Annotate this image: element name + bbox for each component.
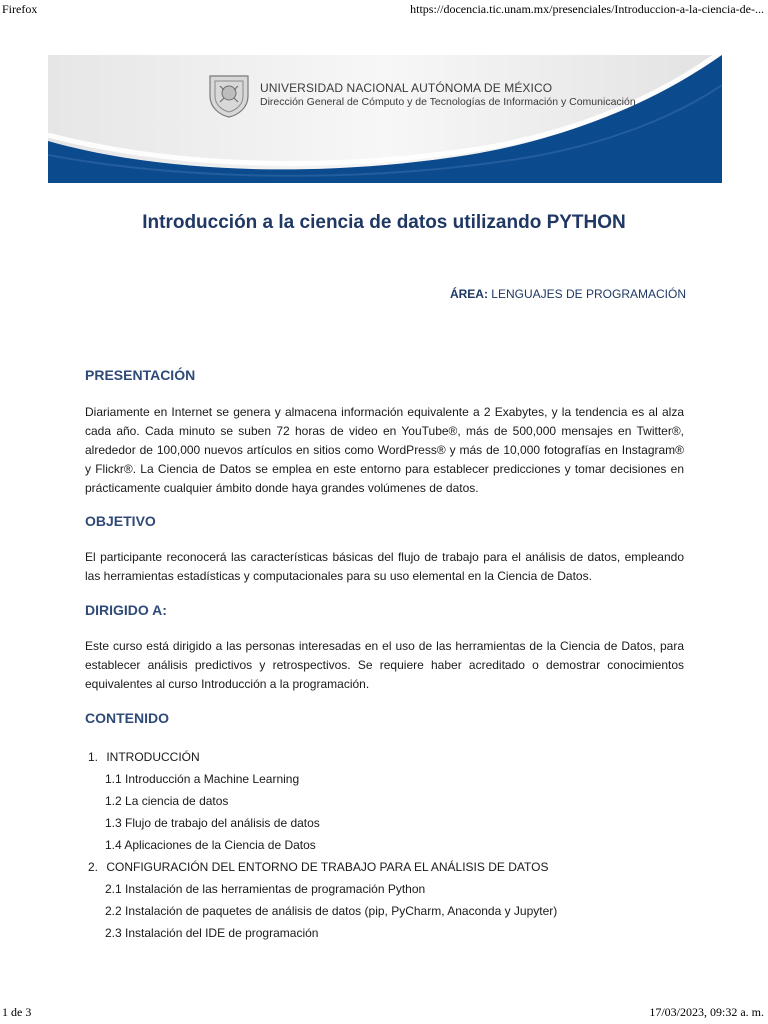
item-label: CONFIGURACIÓN DEL ENTORNO DE TRABAJO PARA EL ANÁLISIS DE DATOS bbox=[106, 860, 549, 874]
print-footer bbox=[0, 1006, 768, 1024]
page-url: https://docencia.tic.unam.mx/presenciales/Introduccion-a-la-ciencia-de-... bbox=[410, 2, 764, 16]
section-paragraph: Este curso está dirigido a las personas interesadas en el uso de las herramientas de la Ciencia de Datos, para establecer análisis predictivos y retrospectivos. Se requiere haber acreditado o demostrar conocimientos equivalentes al curso Introducción a la programación. bbox=[85, 639, 684, 691]
print-header bbox=[0, 0, 768, 18]
section-objetivo bbox=[85, 513, 684, 529]
sub-item: 1.1 Introducción a Machine Learning bbox=[105, 772, 300, 786]
item-number: 1. bbox=[88, 750, 99, 764]
sub-item: 1.3 Flujo de trabajo del análisis de datos bbox=[105, 816, 320, 830]
sub-item: 1.2 La ciencia de datos bbox=[105, 794, 229, 808]
section-dirigido-body bbox=[85, 637, 684, 694]
sub-item: 1.4 Aplicaciones de la Ciencia de Datos bbox=[105, 838, 316, 852]
unam-crest-icon bbox=[206, 72, 252, 118]
department-name: Dirección General de Cómputo y de Tecnologías de Información y Comunicación bbox=[260, 96, 636, 108]
page-count: 1 de 3 bbox=[2, 1005, 32, 1019]
university-name: UNIVERSIDAD NACIONAL AUTÓNOMA DE MÉXICO bbox=[260, 81, 553, 95]
section-heading: PRESENTACIÓN bbox=[85, 367, 196, 383]
area-value: LENGUAJES DE PROGRAMACIÓN bbox=[491, 287, 686, 301]
sub-item: 2.2 Instalación de paquetes de análisis de datos (pip, PyCharm, Anaconda y Jupyter) bbox=[105, 904, 558, 918]
section-objetivo-body bbox=[85, 548, 684, 586]
course-area bbox=[450, 287, 686, 301]
section-presentacion-body bbox=[85, 403, 684, 498]
item-number: 2. bbox=[88, 860, 99, 874]
page-title: Introducción a la ciencia de datos utilizando PYTHON bbox=[142, 212, 626, 233]
item-label: INTRODUCCIÓN bbox=[106, 750, 200, 764]
list-item bbox=[88, 746, 557, 768]
app-name: Firefox bbox=[2, 2, 38, 16]
list-item bbox=[88, 856, 557, 878]
content-list bbox=[88, 746, 557, 944]
sub-item: 2.1 Instalación de las herramientas de programación Python bbox=[105, 882, 426, 896]
unam-banner bbox=[48, 55, 722, 183]
section-presentacion bbox=[85, 367, 684, 383]
sub-item: 2.3 Instalación del IDE de programación bbox=[105, 926, 319, 940]
print-datetime: 17/03/2023, 09:32 a. m. bbox=[649, 1005, 764, 1019]
section-heading: DIRIGIDO A: bbox=[85, 602, 167, 618]
section-contenido bbox=[85, 710, 684, 726]
banner-background bbox=[48, 55, 722, 183]
section-heading: CONTENIDO bbox=[85, 710, 169, 726]
section-paragraph: El participante reconocerá las características básicas del flujo de trabajo para el análisis de datos, empleando las herramientas estadísticas y computacionales para su uso elemental en la Ciencia de Datos. bbox=[85, 550, 684, 583]
section-dirigido bbox=[85, 602, 684, 618]
area-label: ÁREA: bbox=[449, 287, 488, 301]
section-heading: OBJETIVO bbox=[85, 513, 156, 529]
section-paragraph: Diariamente en Internet se genera y almacena información equivalente a 2 Exabytes, y la tendencia es al alza cada año. Cada minuto se suben 72 horas de video en YouTube®, más de 500,000 mensajes en Twitter®, alrededor de 100,000 nuevos artículos en sitios como WordPress® y más de 10,000 fotografías en Instagram® y Flickr®. La Ciencia de Datos se emplea en este entorno para establecer predicciones y tomar decisiones en prácticamente cualquier ámbito donde haya grandes volúmenes de datos. bbox=[85, 405, 684, 495]
